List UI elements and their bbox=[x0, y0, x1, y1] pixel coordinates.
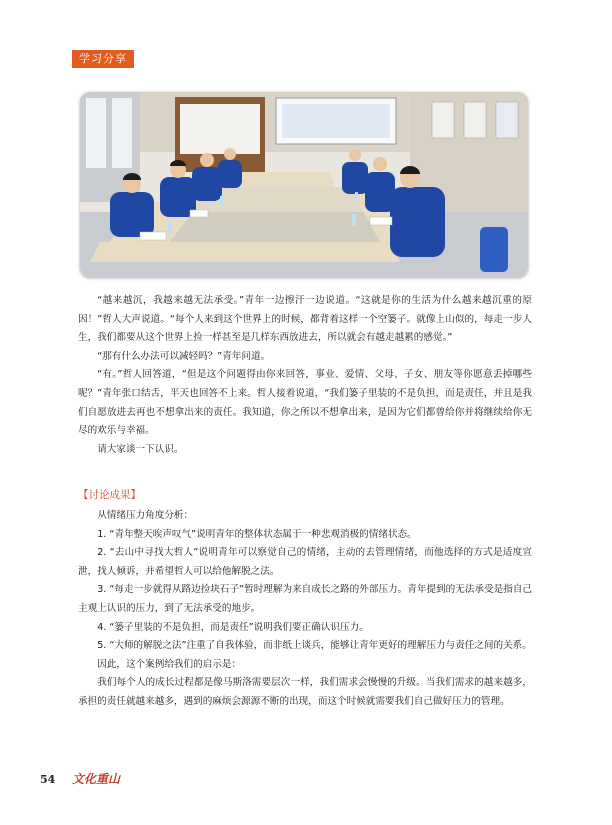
meeting-photo bbox=[80, 92, 528, 277]
page-number: 54 bbox=[40, 773, 56, 786]
discussion-point: 1. “青年整天唉声叹气”说明青年的整体状态属于一种悲观消极的情绪状态。 bbox=[97, 528, 417, 540]
discussion-point: 4. “篓子里装的不是负担，而是责任”说明我们要正确认识压力。 bbox=[97, 621, 369, 633]
discussion-point: 5. “大师的解脱之法”注重了自我体验，而非纸上谈兵，能够让青年更好的理解压力与责任之间的关系。 bbox=[97, 640, 532, 652]
discussion-intro: 从情绪压力角度分析： bbox=[97, 510, 194, 521]
discussion-text bbox=[78, 507, 532, 712]
paragraph: 请大家谈一下认识。 bbox=[97, 443, 184, 455]
brand-logo bbox=[72, 769, 124, 787]
story-text bbox=[78, 292, 532, 459]
discussion-point: 2. “去山中寻找大哲人”说明青年可以察觉自己的情绪，主动的去管理情绪，而他选择的方式是适度宣泄，找人倾诉，并希望哲人可以给他解脱之法。 bbox=[78, 547, 532, 577]
conclusion: 我们每个人的成长过程都是像马斯洛需要层次一样，我们需求会慢慢的升级。当我们需求的越来越多，承担的责任就越来越多，遇到的麻烦会源源不断的出现，而这个时候就需要我们自己做好压力的管理。 bbox=[78, 677, 532, 707]
svg-text:文化重山: 文化重山 bbox=[72, 772, 121, 786]
discussion-heading: 【讨论成果】 bbox=[78, 489, 141, 501]
paragraph: “越来越沉，我越来越无法承受。”青年一边擦汗一边说道。“这就是你的生活为什么越来越沉重的原因！”哲人大声说道。“每个人来到这个世界上的时候，都背着这样一个空篓子。就像上山似的，每走一步人生，我们都要从这个世界上捡一样甚至是几样东西放进去，所以就会有越走越累的感觉。” bbox=[78, 295, 532, 344]
section-tag: 学习分享 bbox=[72, 50, 134, 68]
paragraph: “那有什么办法可以减轻吗？”青年问道。 bbox=[97, 350, 271, 362]
discussion-point: 3. “每走一步就得从路边捡块石子”暂时理解为来自成长之路的外部压力。青年提到的无法承受是指自己主观上认识的压力，到了无法承受的地步。 bbox=[78, 584, 532, 614]
conclusion-intro: 因此，这个案例给我们的启示是： bbox=[97, 658, 242, 670]
paragraph: “有。”哲人回答道，“但是这个问题得由你来回答，事业、爱情、父母、子女、朋友等你愿意丢掉哪些呢？”青年张口结舌，半天也回答不上来。哲人接着说道，“我们篓子里装的不是负担，而是责任，并且是我们自愿放进去再也不想拿出来的责任。我知道，你之所以不想拿出来，是因为它们都曾给你并将继续给你无尽的欢乐与幸福。 bbox=[78, 369, 532, 437]
